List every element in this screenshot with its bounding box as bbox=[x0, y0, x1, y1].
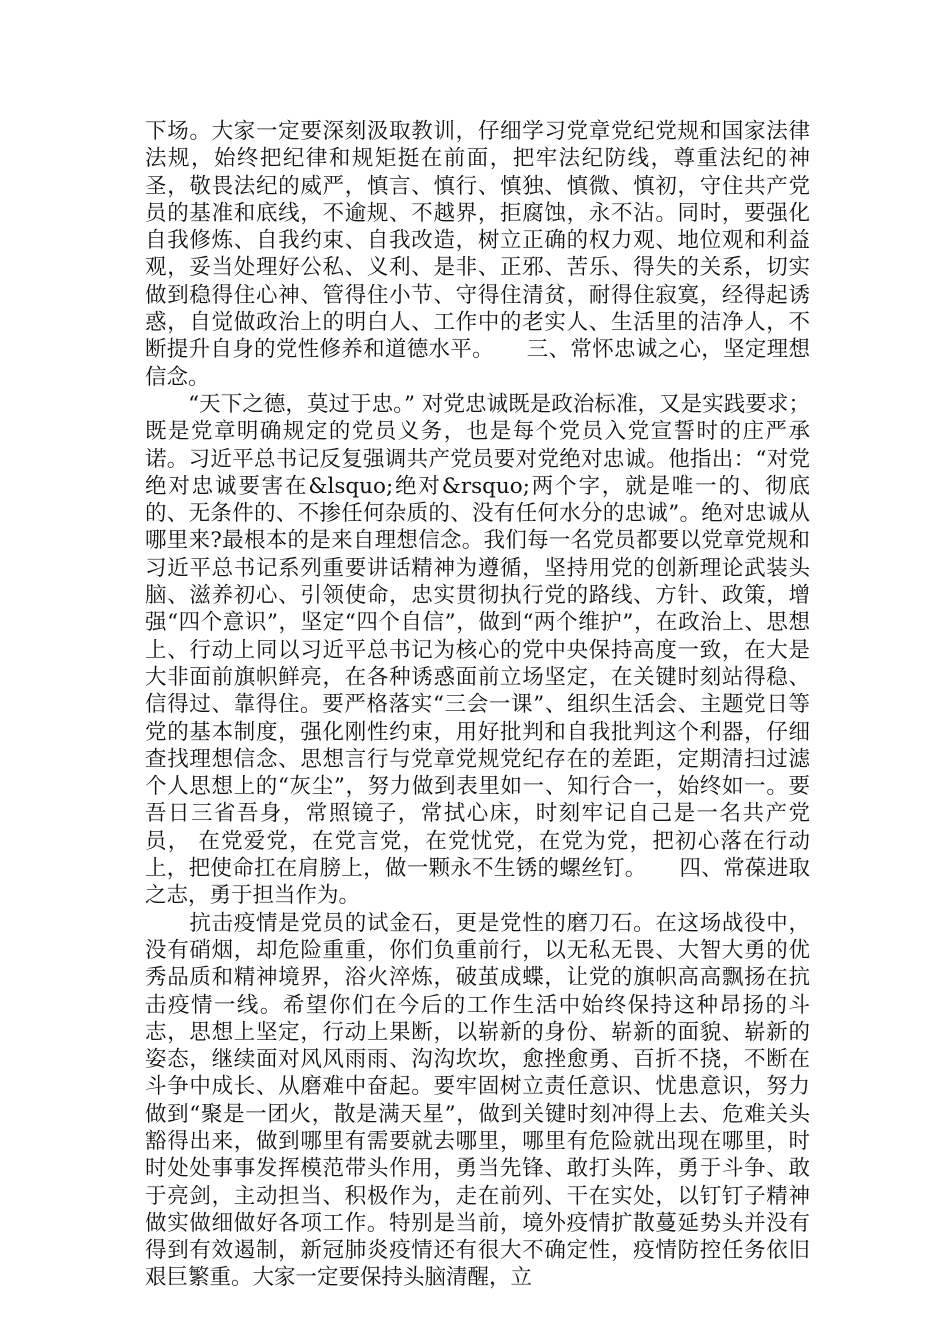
paragraph-loyalty: “天下之德，莫过于忠。” 对党忠诚既是政治标准，又是实践要求；既是党章明确规定的党员义务，也是每个党员入党宣誓时的庄严承诺。习近平总书记反复强调共产党员要对党绝对忠诚。他指出：“对党绝对忠诚要害在&lsquo;绝对&rsquo;两个字，就是唯一的、彻底的、无条件的、不掺任何杂质的、没有任何水分的忠诚”。绝对忠诚从哪里来?最根本的是来自理想信念。我们每一名党员都要以党章党规和习近平总书记系列重要讲话精神为遵循，坚持用党的创新理论武装头脑、滋养初心、引领使命，忠实贯彻执行党的路线、方针、政策，增强“四个意识”，坚定“四个自信”，做到“两个维护”，在政治上、思想上、行动上同以习近平总书记为核心的党中央保持高度一致，在大是大非面前旗帜鲜亮，在各种诱惑面前立场坚定，在关键时刻站得稳、信得过、靠得住。要严格落实“三会一课”、组织生活会、主题党日等党的基本制度，强化刚性约束，用好批判和自我批判这个利器，仔细查找理想信念、思想言行与党章党规党纪存在的差距，定期清扫过滤个人思想上的“灰尘”，努力做到表里如一、知行合一，始终如一。要吾日三省吾身，常照镜子，常拭心床，时刻牢记自己是一名共产党员， 在党爱党，在党言党，在党忧党，在党为党，把初心落在行动上，把使命扛在肩膀上，做一颗永不生锈的螺丝钉。 四、常葆进取之志，勇于担当作为。 bbox=[145, 391, 810, 909]
document-page bbox=[145, 118, 810, 1292]
paragraph-discipline: 下场。大家一定要深刻汲取教训，仔细学习党章党纪党规和国家法律法规，始终把纪律和规矩挺在前面，把牢法纪防线，尊重法纪的神圣，敬畏法纪的威严，慎言、慎行、慎独、慎微、慎初，守住共产党员的基准和底线，不逾规、不越界，拒腐蚀，永不沾。同时，要强化自我修炼、自我约束、自我改造，树立正确的权力观、地位观和利益观，妥当处理好公私、义利、是非、正邪、苦乐、得失的关系，切实做到稳得住心神、管得住小节、守得住清贫，耐得住寂寞，经得起诱惑，自觉做政治上的明白人、工作中的老实人、生活里的洁净人，不断提升自身的党性修养和道德水平。 三、常怀忠诚之心，坚定理想信念。 bbox=[145, 119, 810, 390]
paragraph-epidemic: 抗击疫情是党员的试金石，更是党性的磨刀石。在这场战役中，没有硝烟，却危险重重，你们负重前行，以无私无畏、大智大勇的优秀品质和精神境界，浴火淬炼，破茧成蝶，让党的旗帜高高飘扬在抗击疫情一线。希望你们在今后的工作生活中始终保持这种昂扬的斗志，思想上坚定，行动上果断，以崭新的身份、崭新的面貌、崭新的姿态，继续面对风风雨雨、沟沟坎坎，愈挫愈勇、百折不挠，不断在斗争中成长、从磨难中奋起。要牢固树立责任意识、忧患意识，努力做到“聚是一团火，散是满天星”，做到关键时刻冲得上去、危难关头豁得出来，做到哪里有需要就去哪里，哪里有危险就出现在哪里，时时处处事事发挥模范带头作用，勇当先锋、敢打头阵，勇于斗争、敢于亮剑，主动担当、积极作为，走在前列、干在实处，以钉钉子精神做实做细做好各项工作。特别是当前，境外疫情扩散蔓延势头并没有得到有效遏制，新冠肺炎疫情还有很大不确定性，疫情防控任务依旧艰巨繁重。大家一定要保持头脑清醒，立 bbox=[145, 910, 810, 1291]
